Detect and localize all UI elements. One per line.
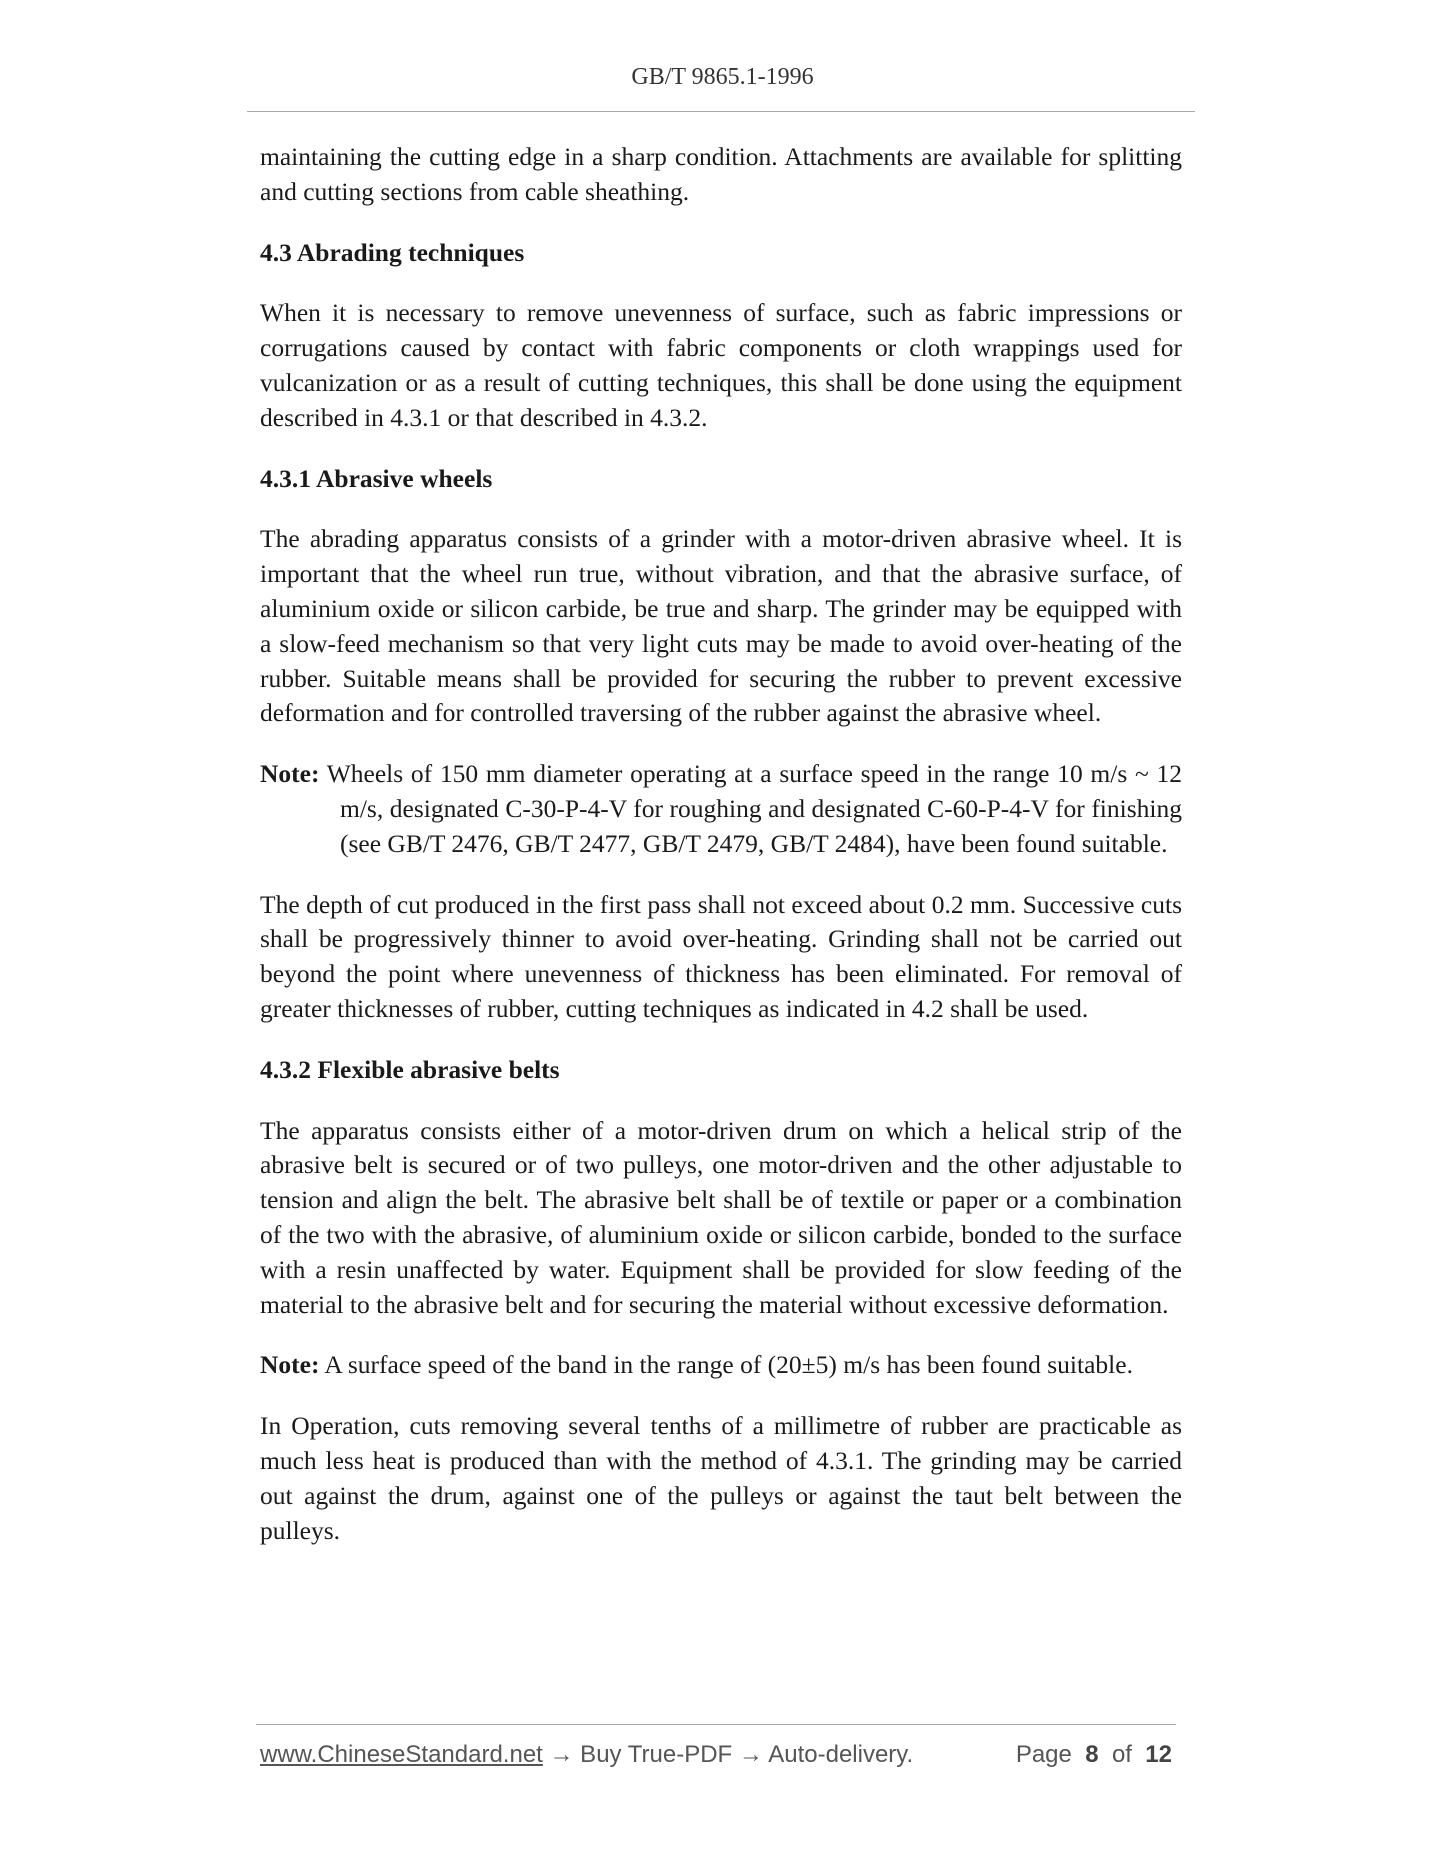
page-word: Page	[1015, 1741, 1072, 1768]
paragraph-operation: In Operation, cuts removing several tenths of a millimetre of rubber are practicable as much less heat is produced than with the method of 4.3.1. The grinding may be carried out against the drum, against one of the pulleys or against the taut belt between the pulleys.	[260, 1411, 1182, 1545]
section-heading-4-3-2: 4.3.2 Flexible abrasive belts	[260, 1054, 560, 1084]
section-heading-4-3-1: 4.3.1 Abrasive wheels	[260, 463, 493, 493]
paragraph-depth-of-cut: The depth of cut produced in the first pass shall not exceed about 0.2 mm. Successive cuts shall be progressively thinner to avoid over-heating. Grinding shall not be carried out beyond the point where unevenness of thickness has been eliminated. For removal of greater thicknesses of rubber, cutting techniques as indicated in 4.2 shall be used.	[260, 889, 1182, 1023]
website-link[interactable]: www.ChineseStandard.net	[260, 1741, 543, 1768]
doc-code: GB/T 9865.1-1996	[631, 64, 814, 90]
note-band-speed	[260, 1348, 1182, 1383]
document-header	[0, 64, 1445, 91]
paragraph-4-3-1: The abrading apparatus consists of a grinder with a motor-driven abrasive wheel. It is important that the wheel run true, without vibration, and that the abrasive surface, of aluminium oxide or silicon carbide, be true and sharp. The grinder may be equipped with a slow-feed mechanism so that very light cuts may be made to avoid over-heating of the rubber. Suitable means shall be provided for securing the rubber to prevent excessive deformation and for controlled traversing of the rubber against the abrasive wheel.	[260, 524, 1182, 728]
paragraph-4-3: When it is necessary to remove unevenness of surface, such as fabric impressions or corrugations caused by contact with fabric components or cloth wrappings used for vulcanization or as a result of cutting techniques, this shall be done using the equipment described in 4.3.1 or that described in 4.3.2.	[260, 298, 1182, 432]
document-body	[260, 140, 1182, 1574]
note-label: Note:	[260, 759, 320, 789]
section-heading-4-3: 4.3 Abrading techniques	[260, 237, 525, 267]
note-label: Note:	[260, 1350, 320, 1380]
paragraph-4-3-2: The apparatus consists either of a motor-driven drum on which a helical strip of the abrasive belt is secured or of two pulleys, one motor-driven and the other adjustable to tension and align the belt. The abrasive belt shall be of textile or paper or a combination of the two with the abrasive, of aluminium oxide or silicon carbide, bonded to the surface with a resin unaffected by water. Equipment shall be provided for slow feeding of the material to the abrasive belt and for securing the material without excessive deformation.	[260, 1115, 1182, 1319]
note-wheels	[260, 757, 1182, 861]
page-indicator	[1016, 1741, 1172, 1769]
paragraph-continued: maintaining the cutting edge in a sharp condition. Attachments are available for splitting and cutting sections from cable sheathing.	[260, 142, 1182, 206]
current-page-number: 8	[1085, 1741, 1099, 1768]
footer-divider	[256, 1724, 1176, 1725]
of-word: of	[1111, 1741, 1132, 1768]
note-text: A surface speed of the band in the range of (20±5) m/s has been found suitable.	[319, 1350, 1133, 1380]
footer-promo-text: → Buy True-PDF → Auto-delivery.	[542, 1741, 914, 1768]
total-page-number: 12	[1145, 1741, 1172, 1768]
footer-promo	[260, 1741, 913, 1769]
note-text: Wheels of 150 mm diameter operating at a surface speed in the range 10 m/s ~ 12 m/s, designated C-30-P-4-V for roughing and designated C-60-P-4-V for finishing (see GB/T 2476, GB/T 2477, GB/T 2479, GB/T 2484), have been found suitable.	[319, 759, 1182, 858]
header-divider	[247, 111, 1195, 112]
